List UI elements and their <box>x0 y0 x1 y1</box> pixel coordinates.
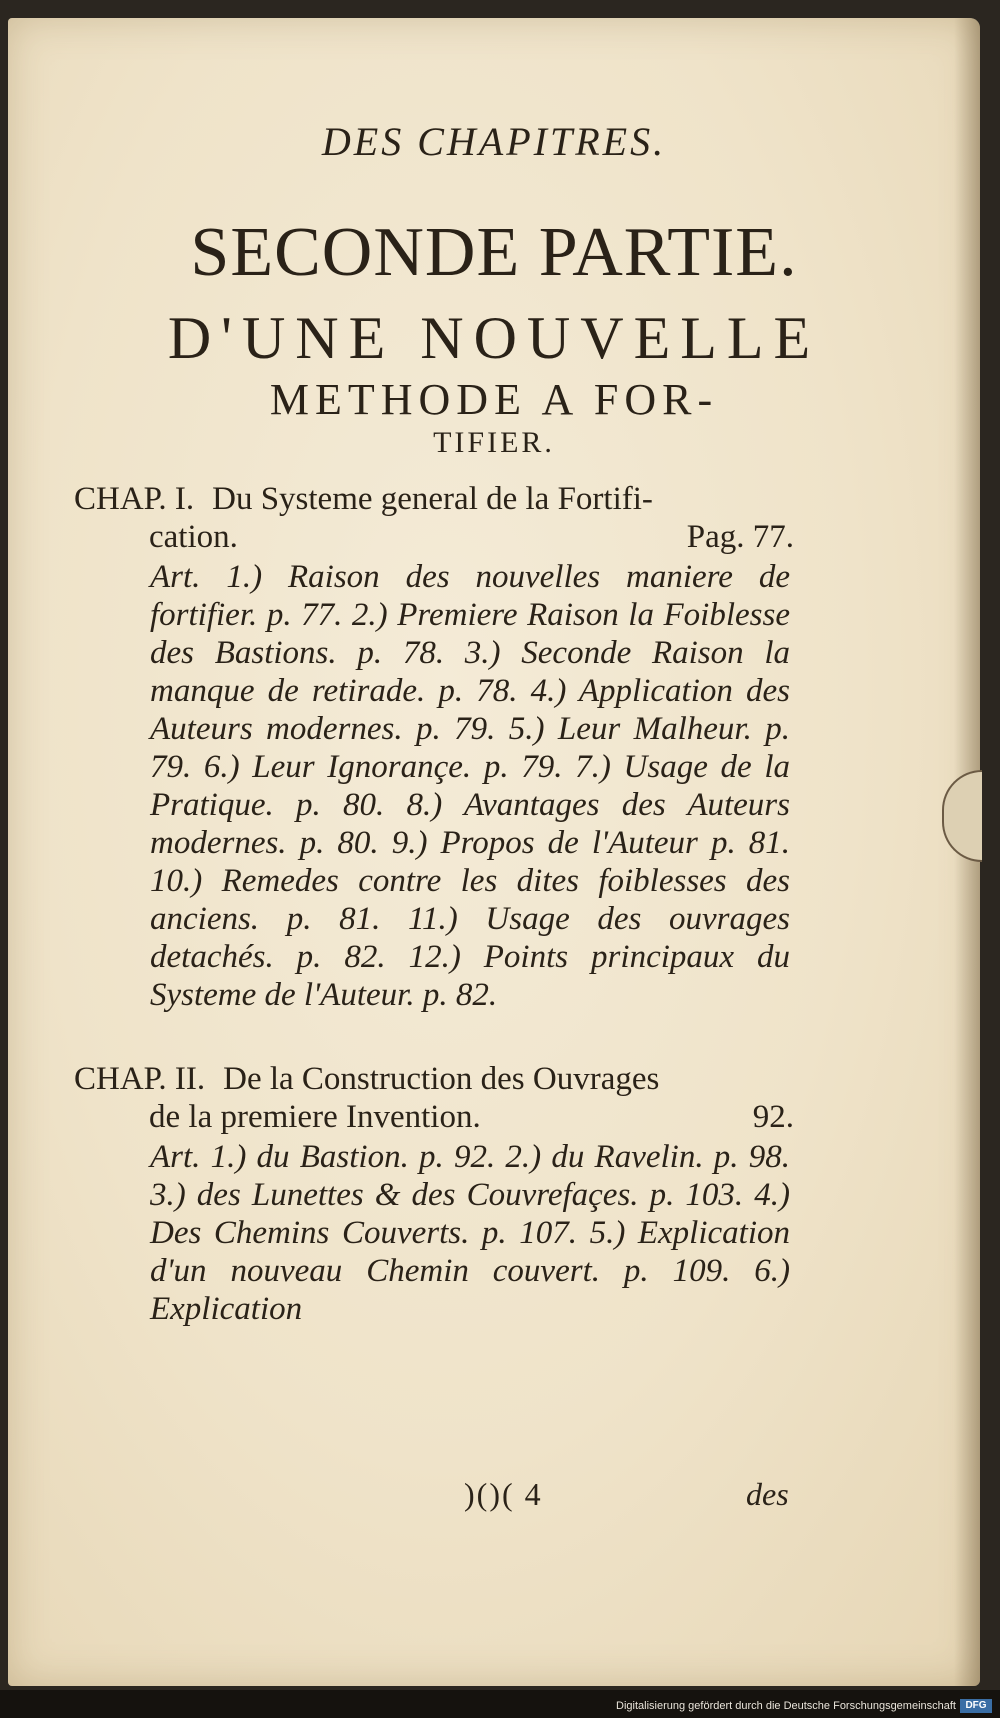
book-page <box>8 18 980 1686</box>
chapter-title-line-2: cation. <box>149 519 238 555</box>
chapter-label: CHAP. I. <box>74 481 195 517</box>
chapter-2-heading <box>74 1060 794 1136</box>
subtitle-line-3: TIFIER. <box>433 426 555 459</box>
chapter-2-articles: Art. 1.) du Bastion. p. 92. 2.) du Ravelin. p. 98. 3.) des Lunettes & des Couvrefaçes. p. 103. 4.) Des Chemins Couverts. p. 107. 5.) Explication d'un nouveau Chemin couvert. p. 109. 6.) Explication <box>150 1139 790 1327</box>
chapter-1-heading <box>74 480 794 556</box>
chapter-1-articles: Art. 1.) Raison des nouvelles maniere de fortifier. p. 77. 2.) Premiere Raison la Foiblesse des Bastions. p. 78. 3.) Seconde Raison la manque de retirade. p. 78. 4.) Application des Auteurs modernes. p. 79. 5.) Leur Malheur. p. 79. 6.) Leur Ignorançe. p. 79. 7.) Usage de la Pratique. p. 80. 8.) Avantages des Auteurs modernes. p. 80. 9.) Propos de l'Auteur p. 81. 10.) Remedes contre les dites foiblesses des anciens. p. 81. 11.) Usage des ouvrages detachés. p. 82. 12.) Points principaux du Systeme de l'Auteur. p. 82. <box>150 559 790 1013</box>
footer-strip <box>0 1690 1000 1718</box>
part-title: SECONDE PARTIE. <box>190 214 798 291</box>
subtitle-line-1: D'UNE NOUVELLE <box>167 305 821 371</box>
chapter-page: 92. <box>752 1099 794 1135</box>
thumb-tab <box>942 770 982 862</box>
subtitle-line-2: METHODE A FOR- <box>269 375 719 424</box>
chapter-title-line-1: Du Systeme general de la Fortifi- <box>212 481 653 517</box>
chapter-title-line-1: De la Construction des Ouvrages <box>223 1061 660 1097</box>
chapter-label: CHAP. II. <box>74 1061 206 1097</box>
signature-mark: )()( 4 <box>464 1476 543 1512</box>
running-head: DES CHAPITRES. <box>321 119 667 164</box>
digitization-credit: Digitalisierung gefördert durch die Deutsche Forschungsgemeinschaft <box>616 1700 956 1712</box>
dfg-logo: DFG <box>960 1699 992 1713</box>
chapter-page: Pag. 77. <box>686 519 794 555</box>
chapter-title-line-2: de la premiere Invention. <box>149 1099 481 1135</box>
catchword: des <box>746 1476 789 1512</box>
